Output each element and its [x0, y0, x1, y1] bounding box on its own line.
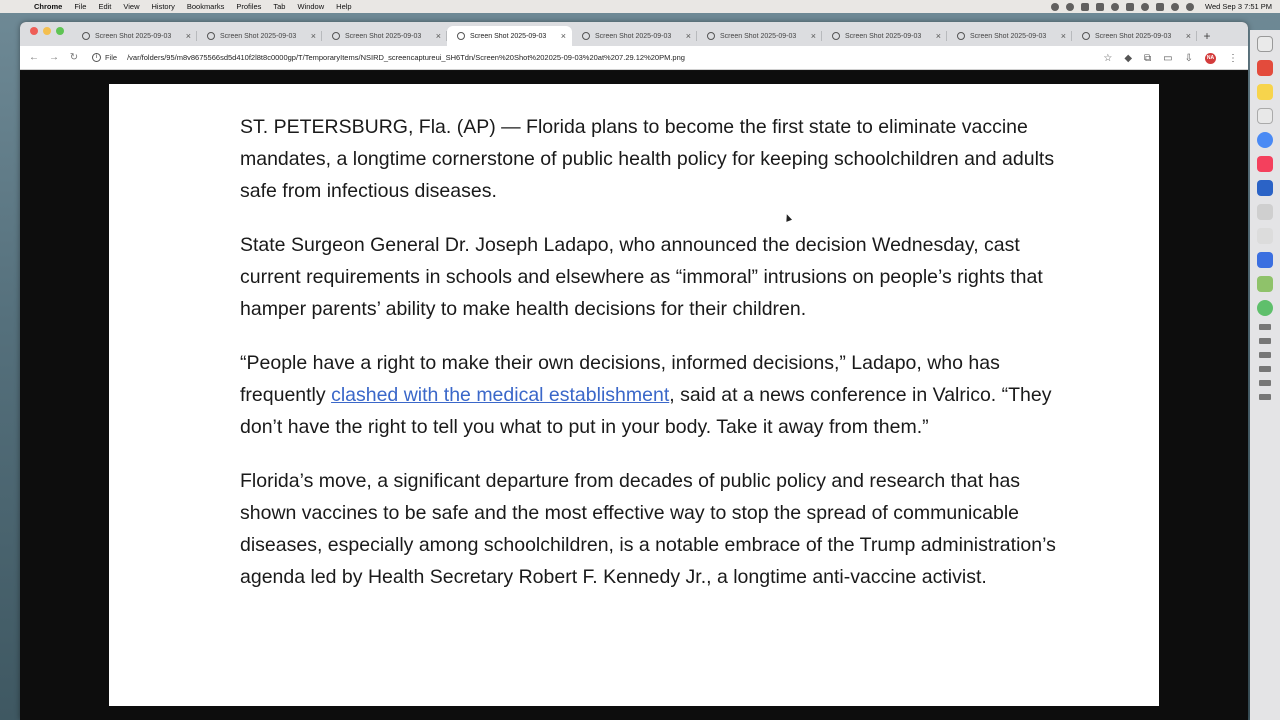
dock	[1250, 30, 1280, 720]
menu-window[interactable]: Window	[297, 2, 325, 11]
tab-9[interactable]	[1072, 26, 1197, 46]
close-tab-icon[interactable]: ×	[560, 31, 566, 41]
back-arrow-icon[interactable]: ←	[29, 52, 39, 63]
medical-establishment-link[interactable]: clashed with the medical establishment	[331, 384, 670, 406]
address-bar[interactable]: /var/folders/95/m8v8675566sd5d410f2l8t8c0000gp/T/TemporaryItems/NSIRD_screencaptureui_SH6Tdn/Screen%20Shot%202025-09-03%20at%207.29.12%20PM.png	[127, 53, 685, 62]
paragraph-3-tail: , said at a news conference in Valrico. “They don’t have the right to tell you what to put in your body. Take it away from them.”	[240, 384, 1052, 438]
profile-avatar[interactable]: NA	[1205, 53, 1216, 64]
dock-zoom-icon[interactable]	[1257, 252, 1273, 268]
globe-icon	[332, 32, 340, 40]
tab-3[interactable]	[322, 26, 447, 46]
fullscreen-window-button[interactable]	[56, 27, 64, 35]
battery-icon[interactable]	[1081, 3, 1089, 11]
close-tab-icon[interactable]: ×	[935, 31, 941, 41]
tab-title: Screen Shot 2025-09-03	[470, 32, 547, 40]
article-paragraph-2: State Surgeon General Dr. Joseph Ladapo, who announced the decision Wednesday, cast current requirements in schools and elsewhere as “immoral” intrusions on people’s rights that hamper parents’ ability to make health decisions for their children.	[240, 234, 1043, 320]
menu-help[interactable]: Help	[336, 2, 352, 11]
close-tab-icon[interactable]: ×	[1185, 31, 1191, 41]
dock-notes-icon[interactable]	[1257, 84, 1273, 100]
cloud-icon[interactable]	[1051, 3, 1059, 11]
dock-word-icon[interactable]	[1257, 180, 1273, 196]
puzzle-extensions-icon[interactable]: ⧉	[1144, 52, 1152, 64]
more-menu-icon[interactable]: ⋮	[1228, 52, 1238, 64]
dock-chrome-icon[interactable]	[1257, 132, 1273, 148]
dock-music-icon[interactable]	[1257, 156, 1273, 172]
close-tab-icon[interactable]: ×	[1060, 31, 1066, 41]
macos-menu-bar	[0, 0, 1280, 13]
dock-indicator-icon	[1259, 352, 1271, 358]
globe-icon	[207, 32, 215, 40]
circle-icon[interactable]	[1066, 3, 1074, 11]
article-paragraph-4: Florida’s move, a significant departure from decades of public policy and research that has shown vaccines to be safe and the most effective way to stop the spread of communicable diseases, especially among schoolchildren, is a notable embrace of the Trump administration’s agenda led by Health Secretary Robert F. Kennedy Jr., a longtime anti-vaccine activist.	[240, 470, 1056, 588]
screenshot-image	[109, 84, 1159, 706]
toolbar-actions	[1103, 46, 1238, 70]
article-paragraph-1: ST. PETERSBURG, Fla. (AP) — Florida plans to become the first state to eliminate vaccine mandates, a longtime cornerstone of public health policy for keeping schoolchildren and adults safe from infectious diseases.	[240, 116, 1055, 202]
tab-5[interactable]	[572, 26, 697, 46]
tab-title: Screen Shot 2025-09-03	[970, 32, 1047, 40]
paragraph-3-lead: “People have a right to make their own decisions, informed decisions,” Ladapo, who has frequently	[240, 352, 1000, 406]
wifi-icon[interactable]	[1141, 3, 1149, 11]
menu-edit[interactable]: Edit	[98, 2, 112, 11]
page-viewport[interactable]	[20, 71, 1248, 720]
globe-icon	[457, 32, 465, 40]
tab-8[interactable]	[947, 26, 1072, 46]
article-paragraph-3	[240, 347, 1080, 443]
dock-app-icon[interactable]	[1257, 36, 1273, 52]
tab-1[interactable]	[72, 26, 197, 46]
extension-icon[interactable]: ◆	[1124, 52, 1133, 64]
close-tab-icon[interactable]: ×	[310, 31, 316, 41]
browser-toolbar	[20, 46, 1248, 70]
search-icon[interactable]	[1171, 3, 1179, 11]
keyboard-icon[interactable]	[1126, 3, 1134, 11]
tab-title: Screen Shot 2025-09-03	[95, 32, 172, 40]
globe-icon	[832, 32, 840, 40]
tab-strip	[20, 22, 1248, 46]
globe-icon	[1082, 32, 1090, 40]
tab-title: Screen Shot 2025-09-03	[845, 32, 922, 40]
file-scheme-label: File	[105, 53, 118, 62]
side-panel-icon[interactable]: ▭	[1163, 52, 1173, 64]
dock-indicator-icon	[1259, 338, 1271, 344]
close-tab-icon[interactable]: ×	[435, 31, 441, 41]
window-controls	[20, 27, 72, 43]
info-icon[interactable]: i	[92, 53, 101, 62]
menu-app-name[interactable]: Chrome	[34, 2, 63, 11]
dock-calendar-icon[interactable]	[1257, 60, 1273, 76]
tab-7[interactable]	[822, 26, 947, 46]
forward-arrow-icon[interactable]: →	[49, 52, 59, 63]
siri-icon[interactable]	[1186, 3, 1194, 11]
dock-app-icon[interactable]	[1257, 276, 1273, 292]
display-icon[interactable]	[1096, 3, 1104, 11]
dock-preview-icon[interactable]	[1257, 108, 1273, 124]
dock-app-icon[interactable]	[1257, 300, 1273, 316]
menu-history[interactable]: History	[151, 2, 175, 11]
minimize-window-button[interactable]	[43, 27, 51, 35]
dock-indicator-icon	[1259, 380, 1271, 386]
dock-indicator-icon	[1259, 366, 1271, 372]
article-body	[240, 111, 1080, 615]
dock-app-icon[interactable]	[1257, 204, 1273, 220]
globe-icon	[707, 32, 715, 40]
menu-bar-clock[interactable]: Wed Sep 3 7:51 PM	[1205, 2, 1272, 11]
bookmark-star-icon[interactable]: ☆	[1103, 52, 1113, 64]
globe-icon	[82, 32, 90, 40]
tab-title: Screen Shot 2025-09-03	[345, 32, 422, 40]
tab-title: Screen Shot 2025-09-03	[220, 32, 297, 40]
close-tab-icon[interactable]: ×	[685, 31, 691, 41]
close-tab-icon[interactable]: ×	[810, 31, 816, 41]
tab-4-active[interactable]	[447, 26, 572, 46]
browser-window	[20, 22, 1248, 720]
tab-6[interactable]	[697, 26, 822, 46]
menu-profiles[interactable]: Profiles	[236, 2, 262, 11]
dock-indicator-icon	[1259, 394, 1271, 400]
menu-view[interactable]: View	[123, 2, 140, 11]
new-tab-button[interactable]: +	[1203, 29, 1211, 43]
dock-indicator-icon	[1259, 324, 1271, 330]
menu-bookmarks[interactable]: Bookmarks	[186, 2, 225, 11]
menu-file[interactable]: File	[74, 2, 87, 11]
tab-2[interactable]	[197, 26, 322, 46]
globe-icon	[957, 32, 965, 40]
close-window-button[interactable]	[30, 27, 38, 35]
menu-bar-status-area	[1051, 0, 1272, 13]
reload-icon[interactable]: ↻	[69, 52, 79, 63]
menu-tab[interactable]: Tab	[273, 2, 286, 11]
tab-title: Screen Shot 2025-09-03	[1095, 32, 1172, 40]
control-center-icon[interactable]	[1156, 3, 1164, 11]
download-icon[interactable]: ⇩	[1184, 52, 1193, 64]
volume-icon[interactable]	[1111, 3, 1119, 11]
dock-app-icon[interactable]	[1257, 228, 1273, 244]
tab-title: Screen Shot 2025-09-03	[720, 32, 797, 40]
tab-title: Screen Shot 2025-09-03	[595, 32, 672, 40]
close-tab-icon[interactable]: ×	[185, 31, 191, 41]
globe-icon	[582, 32, 590, 40]
